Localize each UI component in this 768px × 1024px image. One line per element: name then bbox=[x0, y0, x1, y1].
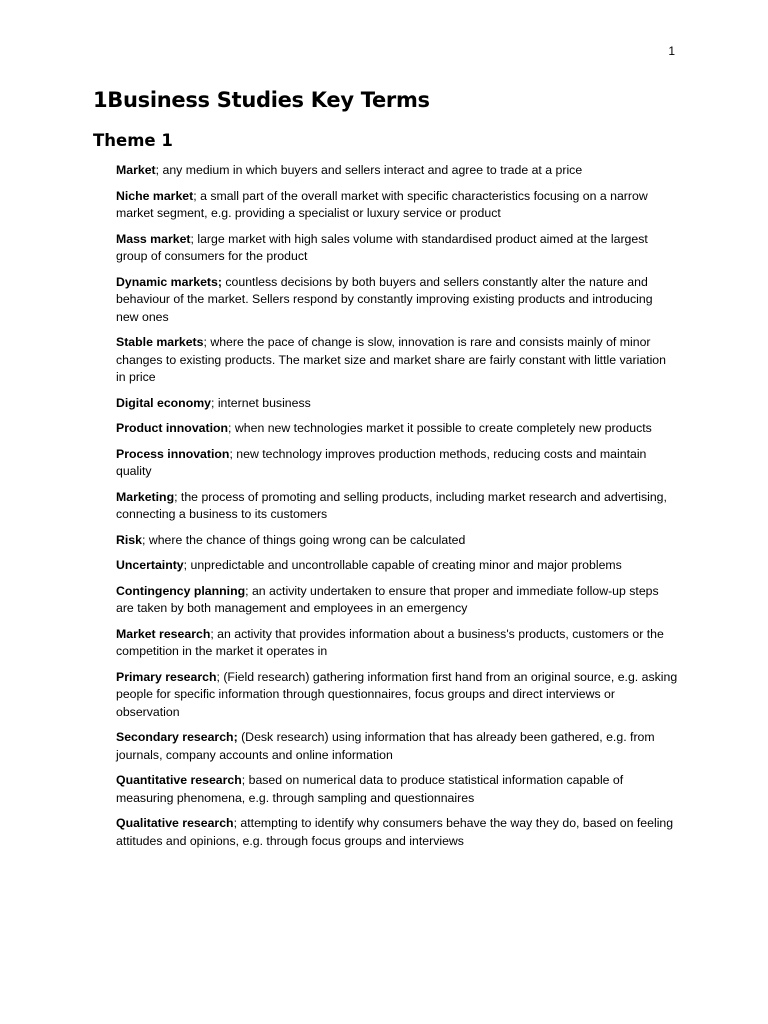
term-name: Qualitative research bbox=[116, 816, 234, 830]
term-entry bbox=[116, 532, 678, 550]
theme-heading: Theme 1 bbox=[93, 131, 173, 150]
term-entry bbox=[116, 626, 678, 661]
term-definition: ; based on numerical data to produce statistical information capable of measuring phenomena, e.g. through sampling and questionnaires bbox=[116, 773, 624, 805]
term-name: Market bbox=[116, 163, 156, 177]
term-name: Secondary research; bbox=[116, 730, 238, 744]
term-entry bbox=[116, 815, 678, 850]
term-name: Mass market bbox=[116, 231, 191, 246]
term-entry bbox=[116, 334, 678, 387]
term-definition: ; when new technologies market it possible to create completely new products bbox=[228, 421, 652, 435]
term-definition: ; internet business bbox=[210, 395, 311, 410]
term-definition: ; an activity undertaken to ensure that proper and immediate follow-up steps are taken by both management and employees in an emergency bbox=[116, 583, 659, 615]
term-name: Contingency planning bbox=[116, 583, 246, 598]
term-name: Market research bbox=[116, 626, 211, 641]
term-entry bbox=[116, 188, 678, 223]
term-entry bbox=[116, 231, 678, 266]
term-name: Uncertainty bbox=[116, 558, 184, 572]
term-name: Process innovation bbox=[116, 446, 230, 461]
term-definition: ; the process of promoting and selling products, including market research and advertising, connecting a business to its customers bbox=[116, 489, 667, 521]
term-definition: ; where the chance of things going wrong can be calculated bbox=[141, 532, 466, 547]
document-title: 1Business Studies Key Terms bbox=[93, 88, 430, 112]
term-name: Risk bbox=[116, 532, 142, 547]
term-definition: (Desk research) using information that has already been gathered, e.g. from journals, company accounts and online information bbox=[116, 730, 655, 762]
term-entry bbox=[116, 557, 678, 575]
term-definition: ; large market with high sales volume with standardised product aimed at the largest group of consumers for the product bbox=[116, 231, 648, 263]
term-definition: ; (Field research) gathering information first hand from an original source, e.g. asking people for specific information through questionnaires, focus groups and direct interviews or observation bbox=[116, 669, 678, 719]
term-definition: ; new technology improves production methods, reducing costs and maintain quality bbox=[116, 446, 647, 478]
term-entry bbox=[116, 446, 678, 481]
term-definition: ; any medium in which buyers and sellers interact and agree to trade at a price bbox=[155, 163, 583, 177]
term-entry bbox=[116, 772, 678, 807]
term-definition: ; a small part of the overall market with specific characteristics focusing on a narrow market segment, e.g. providing a specialist or luxury service or product bbox=[116, 188, 648, 220]
term-name: Dynamic markets; bbox=[116, 274, 222, 289]
term-entry bbox=[116, 583, 678, 618]
term-name: Product innovation bbox=[116, 421, 229, 435]
page-number: 1 bbox=[668, 44, 675, 58]
term-entry bbox=[116, 420, 678, 438]
term-definition: countless decisions by both buyers and sellers constantly alter the nature and behaviour of the market. Sellers respond by constantly improving existing products and introducing new ones bbox=[116, 274, 653, 324]
term-entry bbox=[116, 669, 678, 722]
term-name: Niche market bbox=[116, 188, 194, 203]
term-definition: ; an activity that provides information about a business's products, customers or the competition in the market it operates in bbox=[116, 626, 664, 658]
term-entry bbox=[116, 489, 678, 524]
term-definition: ; unpredictable and uncontrollable capable of creating minor and major problems bbox=[183, 558, 622, 572]
term-name: Stable markets bbox=[116, 335, 204, 349]
term-name: Quantitative research bbox=[116, 773, 242, 787]
key-terms-list bbox=[116, 162, 678, 858]
term-entry bbox=[116, 395, 678, 413]
term-name: Marketing bbox=[116, 489, 175, 504]
term-name: Digital economy bbox=[116, 395, 211, 410]
term-definition: ; where the pace of change is slow, innovation is rare and consists mainly of minor changes to existing products. The market size and market share are fairly constant with little variation in price bbox=[116, 335, 666, 384]
term-entry bbox=[116, 274, 678, 327]
term-definition: ; attempting to identify why consumers behave the way they do, based on feeling attitudes and opinions, e.g. through focus groups and interviews bbox=[116, 816, 674, 848]
term-name: Primary research bbox=[116, 669, 217, 684]
term-entry bbox=[116, 162, 678, 180]
term-entry bbox=[116, 729, 678, 764]
